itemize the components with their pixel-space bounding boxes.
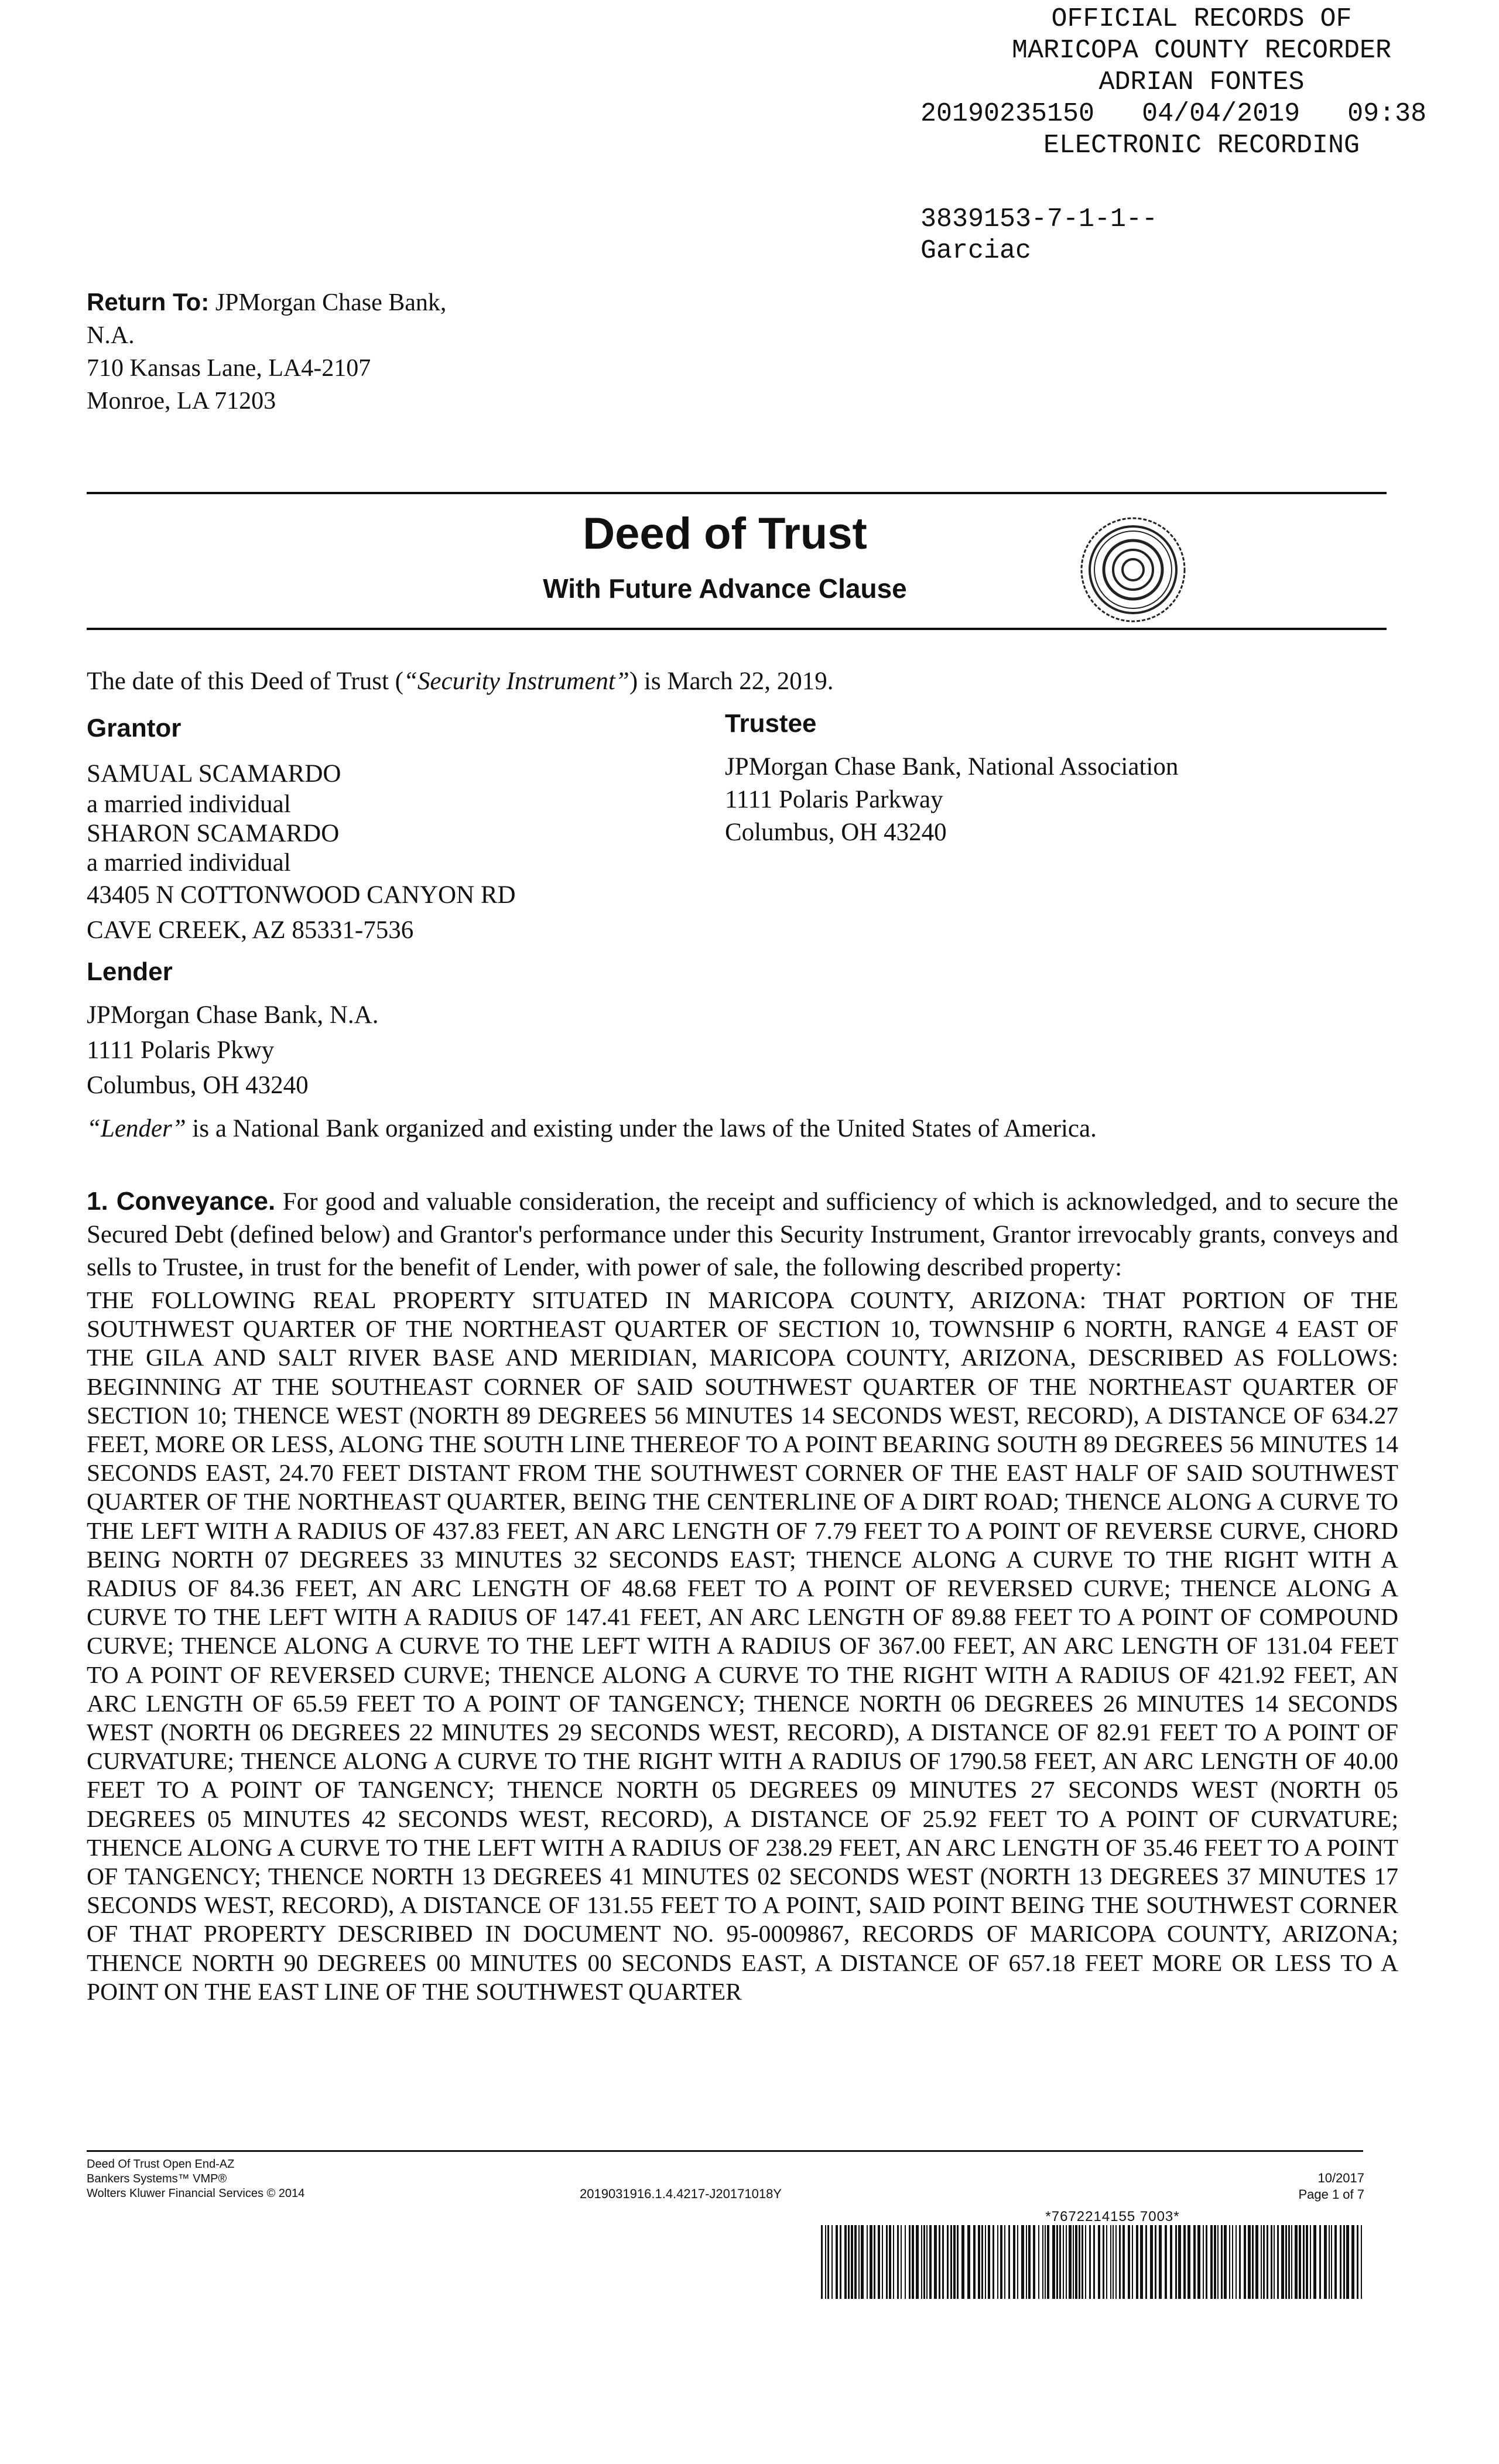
conveyance-text: For good and valuable consideration, the receipt and sufficiency of which is acknowledged, and to secure the Secured Debt (defined below) and Grantor's performance under this Security Instrument, Grantor irrevocably grants, conveys and sells to Trustee, in trust for the benefit of Lender, with power of sale, the following described property: bbox=[87, 1188, 1398, 1281]
footer-page-number: Page 1 of 7 bbox=[1298, 2187, 1364, 2202]
lender-line: 1111 Polaris Pkwy bbox=[87, 1036, 275, 1064]
grantor-line: CAVE CREEK, AZ 85331-7536 bbox=[87, 916, 414, 944]
recorder-stamp bbox=[920, 4, 1483, 267]
lender-term: “Lender” bbox=[87, 1115, 186, 1142]
grantor-line: a married individual bbox=[87, 849, 291, 877]
document-title: Deed of Trust bbox=[583, 509, 867, 559]
footer-copyright: Wolters Kluwer Financial Services © 2014 bbox=[87, 2187, 305, 2200]
footer-form-date: 10/2017 bbox=[1317, 2171, 1364, 2185]
footer-doc-code: 2019031916.1.4.4217-J20171018Y bbox=[580, 2186, 782, 2201]
recorder-record-line bbox=[920, 98, 1483, 130]
grantor-line: a married individual bbox=[87, 790, 291, 818]
grantor-line: 43405 N COTTONWOOD CANYON RD bbox=[87, 881, 516, 909]
grantor-line: SAMUAL SCAMARDO bbox=[87, 760, 341, 788]
date-line-prefix: The date of this Deed of Trust ( bbox=[87, 668, 404, 695]
return-to-line-1: JPMorgan Chase Bank, bbox=[215, 289, 447, 316]
lender-line: Columbus, OH 43240 bbox=[87, 1072, 309, 1099]
record-time: 09:38 bbox=[1347, 99, 1427, 129]
footer-left bbox=[87, 2157, 497, 2201]
recorder-ref-2: Garciac bbox=[920, 236, 1032, 266]
recorder-line-5: ELECTRONIC RECORDING bbox=[1043, 131, 1360, 160]
record-date: 04/04/2019 bbox=[1142, 99, 1300, 129]
footer-form-name: Deed Of Trust Open End-AZ bbox=[87, 2158, 235, 2171]
lender-block bbox=[87, 956, 789, 1103]
trustee-block bbox=[725, 707, 1428, 849]
title-top-rule bbox=[87, 492, 1387, 494]
recorder-line-3: ADRIAN FONTES bbox=[1098, 67, 1305, 97]
return-to-line-4: Monroe, LA 71203 bbox=[87, 388, 276, 415]
return-to-line-2: N.A. bbox=[87, 322, 135, 349]
lender-note bbox=[87, 1113, 1404, 1145]
lender-note-text: is a National Bank organized and existing under the laws of the United States of America. bbox=[186, 1115, 1097, 1142]
document-subtitle: With Future Advance Clause bbox=[543, 573, 907, 604]
trustee-line: Columbus, OH 43240 bbox=[725, 819, 947, 846]
lender-heading: Lender bbox=[87, 957, 173, 986]
grantor-heading: Grantor bbox=[87, 714, 182, 742]
trustee-line: JPMorgan Chase Bank, National Association bbox=[725, 753, 1179, 781]
security-instrument-term: “Security Instrument” bbox=[403, 668, 629, 695]
trustee-heading: Trustee bbox=[725, 709, 817, 738]
conveyance-paragraph bbox=[87, 1185, 1398, 1284]
legal-description: THE FOLLOWING REAL PROPERTY SITUATED IN MARICOPA COUNTY, ARIZONA: THAT PORTION OF THE SOUTHWEST QUARTER OF THE NORTHEAST QUARTER OF SECTION 10, TOWNSHIP 6 NORTH, RANGE 4 EAST OF THE GILA AND SALT RIVER BASE AND MERIDIAN, MARICOPA COUNTY, ARIZONA, DESCRIBED AS FOLLOWS: BEGINNING AT THE SOUTHEAST CORNER OF SAID SOUTHWEST QUARTER OF THE NORTHEAST QUARTER OF SECTION 10; THENCE WEST (NORTH 89 DEGREES 56 MINUTES 14 SECONDS WEST, RECORD), A DISTANCE OF 634.27 FEET, MORE OR LESS, ALONG THE SOUTH LINE THEREOF TO A POINT BEARING SOUTH 89 DEGREES 56 MINUTES 14 SECONDS EAST, 24.70 FEET DISTANT FROM THE SOUTHWEST CORNER OF THE EAST HALF OF SAID SOUTHWEST QUARTER OF THE NORTHEAST QUARTER, BEING THE CENTERLINE OF A DIRT ROAD; THENCE ALONG A CURVE TO THE LEFT WITH A RADIUS OF 437.83 FEET, AN ARC LENGTH OF 7.79 FEET TO A POINT OF REVERSE CURVE, CHORD BEING NORTH 07 DEGREES 33 MINUTES 32 SECONDS EAST; THENCE ALONG A CURVE TO THE RIGHT WITH A RADIUS OF 84.36 FEET, AN ARC LENGTH OF 48.68 FEET TO A POINT OF REVERSED CURVE; THENCE ALONG A CURVE TO THE LEFT WITH A RADIUS OF 147.41 FEET, AN ARC LENGTH OF 89.88 FEET TO A POINT OF COMPOUND CURVE; THENCE ALONG A CURVE TO THE LEFT WITH A RADIUS OF 367.00 FEET, AN ARC LENGTH OF 131.04 FEET TO A POINT OF REVERSED CURVE; THENCE ALONG A CURVE TO THE RIGHT WITH A RADIUS OF 421.92 FEET, AN ARC LENGTH OF 65.59 FEET TO A POINT OF TANGENCY; THENCE NORTH 06 DEGREES 26 MINUTES 14 SECONDS WEST (NORTH 06 DEGREES 22 MINUTES 29 SECONDS WEST, RECORD), A DISTANCE OF 82.91 FEET TO A POINT OF CURVATURE; THENCE ALONG A CURVE TO THE RIGHT WITH A RADIUS OF 1790.58 FEET, AN ARC LENGTH OF 40.00 FEET TO A POINT OF TANGENCY; THENCE NORTH 05 DEGREES 09 MINUTES 27 SECONDS WEST (NORTH 05 DEGREES 05 MINUTES 42 SECONDS WEST, RECORD), A DISTANCE OF 25.92 FEET TO A POINT OF CURVATURE; THENCE ALONG A CURVE TO THE LEFT WITH A RADIUS OF 238.29 FEET, AN ARC LENGTH OF 35.46 FEET TO A POINT OF TANGENCY; THENCE NORTH 13 DEGREES 41 MINUTES 02 SECONDS WEST (NORTH 13 DEGREES 37 MINUTES 17 SECONDS WEST, RECORD), A DISTANCE OF 131.55 FEET TO A POINT, SAID POINT BEING THE SOUTHWEST CORNER OF THAT PROPERTY DESCRIBED IN DOCUMENT NO. 95-0009867, RECORDS OF MARICOPA COUNTY, ARIZONA; THENCE NORTH 90 DEGREES 00 MINUTES 00 SECONDS EAST, A DISTANCE OF 657.18 FEET MORE OR LESS TO A POINT ON THE EAST LINE OF THE SOUTHWEST QUARTER bbox=[87, 1286, 1398, 2005]
conveyance-heading: 1. Conveyance. bbox=[87, 1187, 276, 1216]
return-to-block bbox=[87, 286, 532, 417]
record-number: 20190235150 bbox=[920, 99, 1095, 129]
barcode-text: *7672214155 7003* bbox=[1045, 2209, 1180, 2225]
barcode-icon bbox=[821, 2225, 1364, 2299]
grantor-line: SHARON SCAMARDO bbox=[87, 820, 340, 847]
seal-icon bbox=[1077, 514, 1189, 625]
recorder-line-2: MARICOPA COUNTY RECORDER bbox=[1011, 36, 1392, 66]
title-bottom-rule bbox=[87, 628, 1387, 630]
return-to-line-3: 710 Kansas Lane, LA4-2107 bbox=[87, 355, 371, 382]
footer-publisher: Bankers Systems™ VMP® bbox=[87, 2172, 227, 2185]
recorder-line-1: OFFICIAL RECORDS OF bbox=[1051, 4, 1352, 34]
grantor-block bbox=[87, 712, 672, 947]
lender-line: JPMorgan Chase Bank, N.A. bbox=[87, 1001, 379, 1029]
date-line-suffix: ) is March 22, 2019. bbox=[629, 668, 834, 695]
footer-rule bbox=[87, 2150, 1363, 2152]
return-to-label: Return To: bbox=[87, 288, 210, 316]
date-line bbox=[87, 665, 1404, 698]
footer-right bbox=[1195, 2170, 1364, 2203]
trustee-line: 1111 Polaris Parkway bbox=[725, 786, 943, 813]
recorder-ref-1: 3839153-7-1-1-- bbox=[920, 204, 1158, 234]
